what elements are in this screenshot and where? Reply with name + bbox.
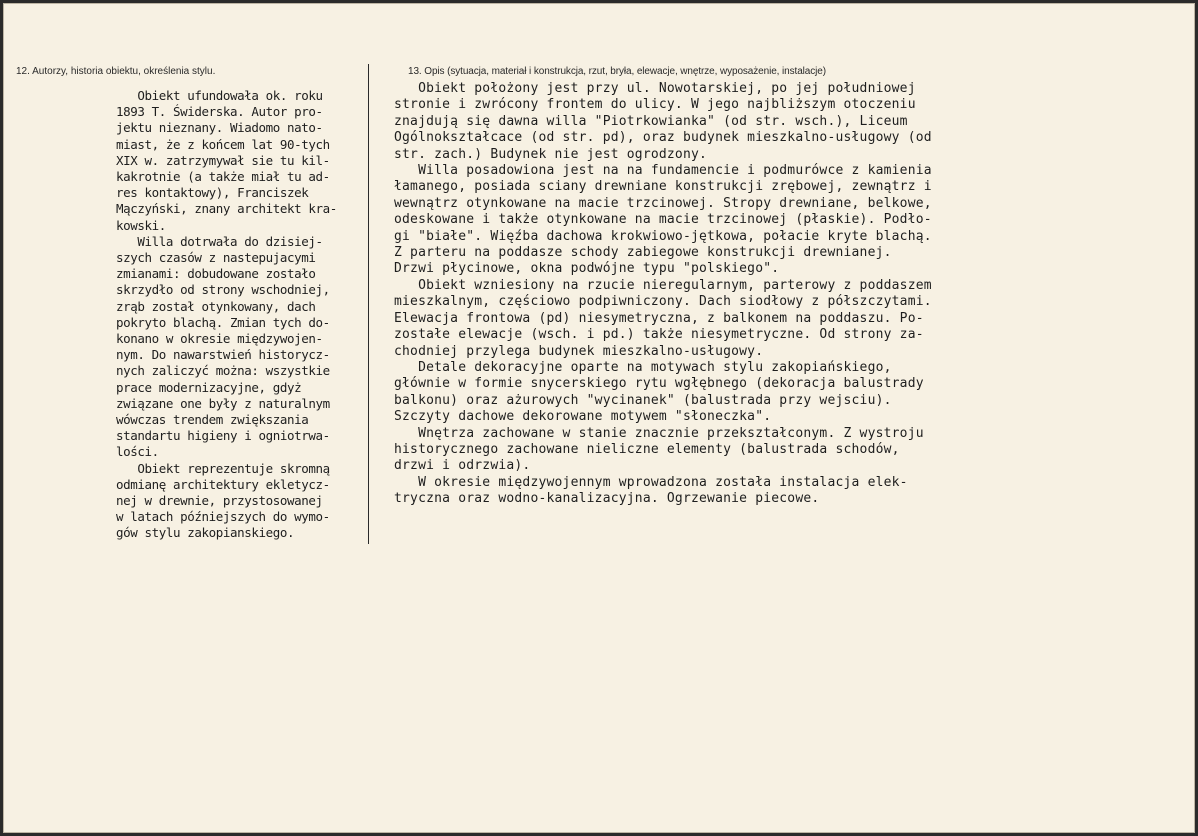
description-paragraph: W okresie międzywojennym wprowadzona została instalacja elek- tryczna oraz wodno-kanalizacyjna. Ogrzewanie piecowe. [394, 474, 908, 507]
section-header-13: 13. Opis (sytuacja, materiał i konstrukcja, rzut, bryła, elewacje, wnętrze, wyposażenie, instalacje) [408, 66, 826, 77]
description-paragraph: Obiekt wzniesiony na rzucie nieregularnym, parterowy z poddaszem mieszkalnym, częściowo podpiwniczony. Dach siodłowy z półszczytami. Elewacja frontowa (pd) niesymetryczna, z balkonem na poddaszu. Po- zostałe elewacje (wsch. i pd.) także niesymetryczne. Od strony za- chodniej przylega budynek mieszkalno-usługowy. [394, 277, 932, 359]
section-header-12: 12. Autorzy, historia obiektu, określenia stylu. [16, 66, 216, 77]
description-column [394, 81, 932, 508]
description-paragraph: Wnętrza zachowane w stanie znacznie przekształconym. Z wystroju historycznego zachowane nieliczne elementy (balustrada schodów, drzwi i odrzwia). [394, 425, 924, 474]
document-page [3, 3, 1195, 833]
description-paragraph: Willa posadowiona jest na na fundamencie i podmurówce z kamienia łamanego, posiada sciany drewniane konstrukcji zrębowej, zewnątrz i wewnątrz otynkowane na macie trzcinowej. Stropy drewniane, belkowe, odeskowane i także otynkowane na macie trzcinowej (płaskie). Podło- gi "białe". Więźba dachowa krokwiowo-jętkowa, połacie kryte blachą. Z parteru na poddasze schody zabiegowe konstrukcji drewnianej. Drzwi płycinowe, okna podwójne typu "polskiego". [394, 163, 932, 277]
history-paragraph: Obiekt reprezentuje skromną odmianę architektury ekletycz- nej w drewnie, przystosowanej w latach późniejszych do wymo- gów stylu zakopianskiego. [116, 460, 330, 541]
history-paragraph: Obiekt ufundowała ok. roku 1893 T. Świderska. Autor pro- jektu nieznany. Wiadomo nato- miast, że z końcem lat 90-tych XIX w. zatrzymywał sie tu kil- kakrotnie (a także miał tu ad- res kontaktowy), Franciszek Mączyński, znany architekt kra- kowski. [116, 88, 337, 233]
history-column [116, 88, 337, 542]
description-paragraph: Detale dekoracyjne oparte na motywach stylu zakopiańskiego, głównie w formie snycerskiego rytu wgłębnego (dekoracja balustrady balkonu) oraz ażurowych "wycinanek" (balustrada przy wejsciu). Szczyty dachowe dekorowane motywem "słoneczka". [394, 359, 924, 425]
column-divider [368, 64, 369, 544]
description-paragraph: Obiekt położony jest przy ul. Nowotarskiej, po jej południowej stronie i zwrócony frontem do ulicy. W jego najbliższym otoczeniu znajdują się dawna willa "Piotrkowianka" (od str. wsch.), Liceum Ogólnokształcace (od str. pd), oraz budynek mieszkalno-usługowy (od str. zach.) Budynek nie jest ogrodzony. [394, 81, 932, 162]
history-paragraph: Willa dotrwała do dzisiej- szych czasów z nastepujacymi zmianami: dobudowane zostało skrzydło od strony wschodniej, zrąb został otynkowany, dach pokryto blachą. Zmian tych do- konano w okresie międzywojen- nym. Do nawarstwień historycz- nych zaliczyć można: wszystkie prace modernizacyjne, gdyż związane one były z naturalnym wówczas trendem zwiększania standartu higieny i ogniotrwa- lości. [116, 233, 330, 460]
